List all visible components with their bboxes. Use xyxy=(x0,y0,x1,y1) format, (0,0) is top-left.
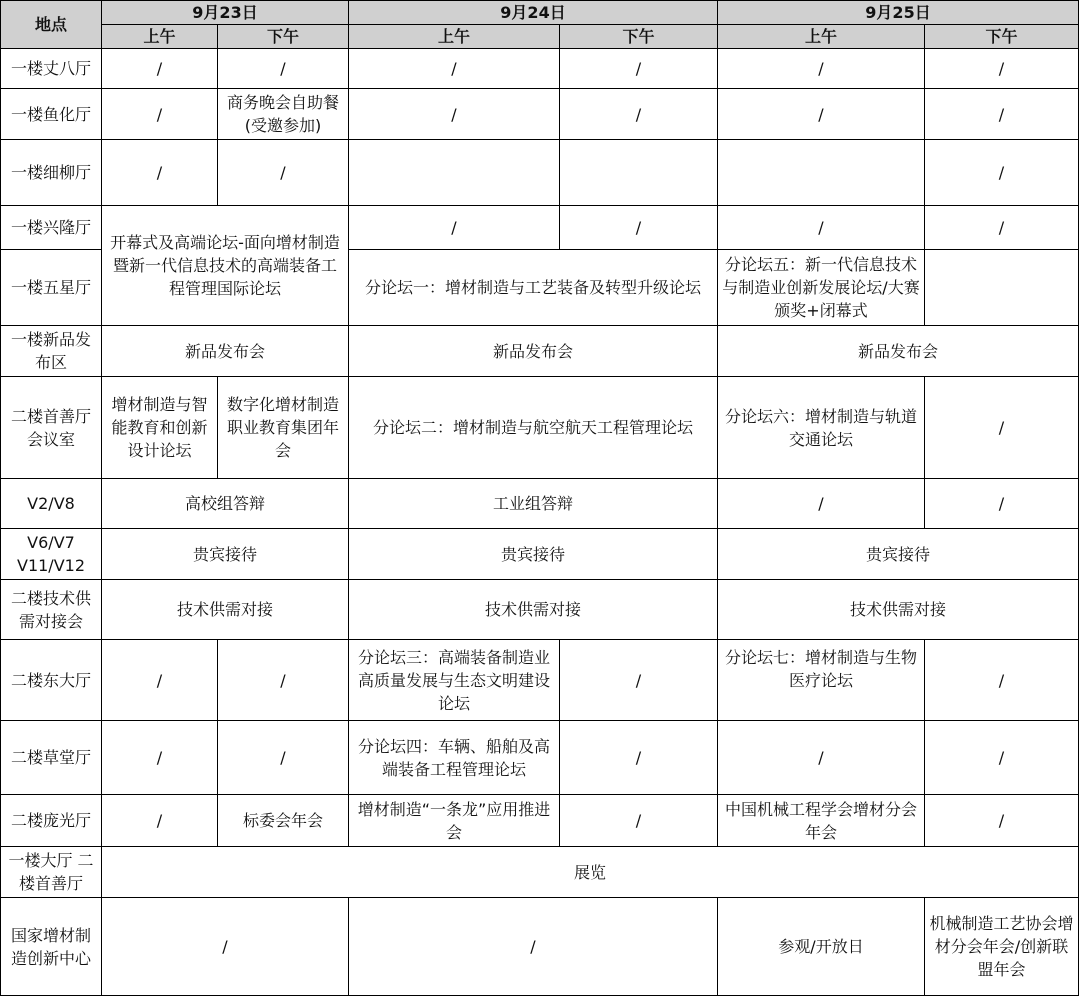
empty-slot: / xyxy=(925,206,1079,250)
empty-slot: / xyxy=(349,49,560,89)
location-cell: 一楼五星厅 xyxy=(1,250,102,326)
am-header: 上午 xyxy=(102,25,218,49)
day-header-23: 9月23日 xyxy=(102,1,349,25)
empty-slot: / xyxy=(102,140,218,206)
location-cell: 一楼鱼化厅 xyxy=(1,89,102,140)
empty-slot: / xyxy=(718,206,925,250)
empty-slot: / xyxy=(925,377,1079,479)
empty-slot: / xyxy=(102,721,218,795)
event-cell: 展览 xyxy=(102,847,1079,898)
location-cell: 一楼丈八厅 xyxy=(1,49,102,89)
event-cell: 分论坛一：增材制造与工艺装备及转型升级论坛 xyxy=(349,250,718,326)
table-row xyxy=(1,847,1079,898)
am-header: 上午 xyxy=(718,25,925,49)
blank-cell xyxy=(560,140,718,206)
header-row-days xyxy=(1,1,1079,25)
table-row xyxy=(1,640,1079,721)
empty-slot: / xyxy=(925,49,1079,89)
empty-slot: / xyxy=(218,640,349,721)
empty-slot: / xyxy=(925,140,1079,206)
event-cell: 技术供需对接 xyxy=(718,580,1079,640)
pm-header: 下午 xyxy=(218,25,349,49)
event-cell: 技术供需对接 xyxy=(349,580,718,640)
table-row xyxy=(1,49,1079,89)
location-cell: 二楼首善厅会议室 xyxy=(1,377,102,479)
table-row xyxy=(1,721,1079,795)
am-header: 上午 xyxy=(349,25,560,49)
empty-slot: / xyxy=(718,479,925,529)
table-row xyxy=(1,140,1079,206)
empty-slot: / xyxy=(349,898,718,996)
location-cell: 二楼草堂厅 xyxy=(1,721,102,795)
blank-cell xyxy=(925,250,1079,326)
table-row xyxy=(1,479,1079,529)
location-cell: V6/V7 V11/V12 xyxy=(1,529,102,580)
event-cell: 新品发布会 xyxy=(102,326,349,377)
location-cell: 国家增材制造创新中心 xyxy=(1,898,102,996)
table-row xyxy=(1,580,1079,640)
empty-slot: / xyxy=(925,795,1079,847)
event-cell: 标委会年会 xyxy=(218,795,349,847)
day-header-25: 9月25日 xyxy=(718,1,1079,25)
table-row xyxy=(1,326,1079,377)
empty-slot: / xyxy=(925,479,1079,529)
blank-cell xyxy=(718,140,925,206)
event-cell: 高校组答辩 xyxy=(102,479,349,529)
event-cell: 商务晚会自助餐(受邀参加) xyxy=(218,89,349,140)
event-cell: 贵宾接待 xyxy=(102,529,349,580)
event-cell: 新品发布会 xyxy=(349,326,718,377)
event-cell: 参观/开放日 xyxy=(718,898,925,996)
event-cell: 新品发布会 xyxy=(718,326,1079,377)
location-cell: 二楼庞光厅 xyxy=(1,795,102,847)
event-cell: 中国机械工程学会增材分会年会 xyxy=(718,795,925,847)
empty-slot: / xyxy=(560,795,718,847)
table-row xyxy=(1,795,1079,847)
event-cell: 增材制造与智能教育和创新设计论坛 xyxy=(102,377,218,479)
empty-slot: / xyxy=(925,721,1079,795)
empty-slot: / xyxy=(102,640,218,721)
empty-slot: / xyxy=(218,49,349,89)
location-cell: 一楼新品发布区 xyxy=(1,326,102,377)
table-row xyxy=(1,529,1079,580)
pm-header: 下午 xyxy=(925,25,1079,49)
event-cell: 技术供需对接 xyxy=(102,580,349,640)
empty-slot: / xyxy=(560,206,718,250)
empty-slot: / xyxy=(218,721,349,795)
location-header: 地点 xyxy=(1,1,102,49)
table-row xyxy=(1,206,1079,250)
pm-header: 下午 xyxy=(560,25,718,49)
empty-slot: / xyxy=(560,89,718,140)
location-cell: 一楼兴隆厅 xyxy=(1,206,102,250)
empty-slot: / xyxy=(560,49,718,89)
location-cell: 一楼大厅 二楼首善厅 xyxy=(1,847,102,898)
event-cell: 分论坛四：车辆、船舶及高端装备工程管理论坛 xyxy=(349,721,560,795)
event-cell: 分论坛二：增材制造与航空航天工程管理论坛 xyxy=(349,377,718,479)
day-header-24: 9月24日 xyxy=(349,1,718,25)
empty-slot: / xyxy=(925,640,1079,721)
event-cell: 分论坛五：新一代信息技术与制造业创新发展论坛/大赛颁奖+闭幕式 xyxy=(718,250,925,326)
event-cell: 数字化增材制造职业教育集团年会 xyxy=(218,377,349,479)
event-cell: 机械制造工艺协会增材分会年会/创新联盟年会 xyxy=(925,898,1079,996)
event-cell: 贵宾接待 xyxy=(718,529,1079,580)
event-cell-opening: 开幕式及高端论坛-面向增材制造暨新一代信息技术的高端装备工程管理国际论坛 xyxy=(102,206,349,326)
empty-slot: / xyxy=(218,140,349,206)
empty-slot: / xyxy=(718,49,925,89)
event-cell: 分论坛七：增材制造与生物医疗论坛 xyxy=(718,640,925,721)
location-cell: 二楼技术供需对接会 xyxy=(1,580,102,640)
event-cell: 分论坛三：高端装备制造业高质量发展与生态文明建设论坛 xyxy=(349,640,560,721)
empty-slot: / xyxy=(349,206,560,250)
empty-slot: / xyxy=(102,49,218,89)
table-row xyxy=(1,898,1079,996)
blank-cell xyxy=(349,140,560,206)
empty-slot: / xyxy=(102,795,218,847)
location-cell: 二楼东大厅 xyxy=(1,640,102,721)
table-row xyxy=(1,89,1079,140)
empty-slot: / xyxy=(718,89,925,140)
empty-slot: / xyxy=(102,89,218,140)
location-cell: V2/V8 xyxy=(1,479,102,529)
empty-slot: / xyxy=(349,89,560,140)
table-row xyxy=(1,377,1079,479)
event-cell: 分论坛六：增材制造与轨道交通论坛 xyxy=(718,377,925,479)
header-row-halves xyxy=(1,25,1079,49)
empty-slot: / xyxy=(560,721,718,795)
event-cell: 贵宾接待 xyxy=(349,529,718,580)
event-cell: 增材制造“一条龙”应用推进会 xyxy=(349,795,560,847)
empty-slot: / xyxy=(560,640,718,721)
location-cell: 一楼细柳厅 xyxy=(1,140,102,206)
empty-slot: / xyxy=(925,89,1079,140)
empty-slot: / xyxy=(718,721,925,795)
event-cell: 工业组答辩 xyxy=(349,479,718,529)
empty-slot: / xyxy=(102,898,349,996)
